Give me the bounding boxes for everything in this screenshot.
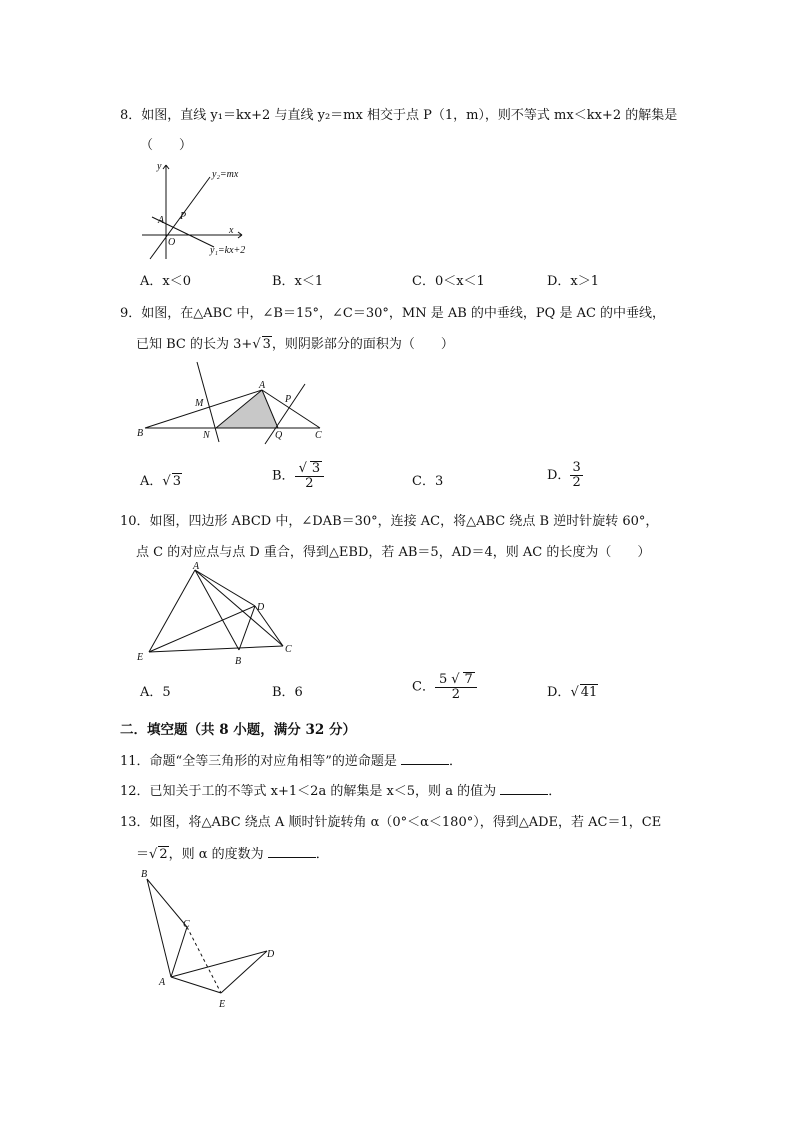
q9-option-d-denominator: 2 <box>572 475 581 490</box>
q9-option-b-denominator: 2 <box>305 476 314 491</box>
q10-stem-line2: 点 C 的对应点与点 D 重合，得到△EBD，若 AB＝5，AD＝4，则 AC 的长度为（ ） <box>136 545 651 560</box>
q9-stem-line2-a: 已知 BC 的长为 3+ <box>136 337 253 352</box>
q8-label-p: P <box>180 211 187 222</box>
q8-label-x: x <box>229 225 234 236</box>
q8-label-a: A <box>158 215 165 226</box>
q10-figure <box>135 560 305 670</box>
q12-text: 12．已知关于工的不等式 x+1＜2a 的解集是 x＜5，则 a 的值为 <box>120 784 497 799</box>
q10-label-a: A <box>193 561 200 572</box>
q9-option-a-radicand: 3 <box>172 474 181 489</box>
q9-label-a: A <box>259 380 266 391</box>
q10-option-c-radicand: 7 <box>464 672 473 687</box>
q10-option-d-radicand: 41 <box>580 685 598 700</box>
q10-option-a: A．5 <box>140 685 171 700</box>
q13-stem-line1: 13．如图，将△ABC 绕点 A 顺时针旋转角 α（0°＜α＜180°），得到△ADE，若 AC＝1，CE <box>120 815 662 830</box>
q10-option-c <box>412 672 477 702</box>
q10-option-c-radical: √ <box>451 672 460 687</box>
q9-label-p: P <box>285 394 292 405</box>
q13-figure <box>135 865 295 1015</box>
q8-option-c: C．0＜x＜1 <box>412 274 485 289</box>
q13-line2-c: ． <box>315 847 329 862</box>
q10-segment-ae <box>149 570 195 652</box>
q9-stem-line1: 9．如图，在△ABC 中，∠B＝15°，∠C＝30°，MN 是 AB 的中垂线，PQ 是 AC 的中垂线， <box>120 306 666 321</box>
q13-radicand: 2 <box>159 847 168 862</box>
q10-label-d: D <box>257 602 265 613</box>
section-2-heading: 二．填空题（共 8 小题，满分 32 分） <box>120 722 356 738</box>
q9-radical-sign: √ <box>252 337 261 352</box>
q10-segment-ec <box>149 646 283 652</box>
q9-option-b-radical: √ <box>298 461 307 476</box>
q13-segment-ae <box>171 977 221 993</box>
q10-option-c-coef: 5 <box>438 672 448 687</box>
q13-line2-b: ，则 α 的度数为 <box>168 847 264 862</box>
q8-label-y: y <box>157 161 162 172</box>
q9-option-d-numerator: 3 <box>572 460 581 475</box>
q9-option-a-radical: √ <box>162 474 171 489</box>
q12-answer-blank[interactable] <box>500 782 548 795</box>
q9-option-a-label: A． <box>140 474 163 489</box>
q9-option-b-fraction <box>295 461 325 491</box>
q9-option-b-label: B． <box>272 468 295 484</box>
q13-segment-ce-dashed <box>187 927 221 993</box>
q11-answer-blank[interactable] <box>401 752 449 765</box>
q10-segment-ac <box>195 570 283 646</box>
q8-figure <box>130 155 270 265</box>
q8-stem-line1: 8．如图，直线 y₁＝kx+2 与直线 y₂＝mx 相交于点 P（1，m），则不等式 mx＜kx+2 的解集是 <box>120 108 678 123</box>
q11-text: 11．命题“全等三角形的对应角相等”的逆命题是 <box>120 754 397 769</box>
q13-segment-ca <box>171 927 187 977</box>
q10-option-c-denominator: 2 <box>451 687 461 702</box>
q10-label-c: C <box>285 644 292 655</box>
q10-label-e: E <box>137 652 144 663</box>
q8-stem-line2: （ ） <box>140 138 193 153</box>
q12-stem <box>120 780 561 799</box>
q10-option-c-label: C． <box>412 679 435 695</box>
q9-label-q: Q <box>275 430 283 441</box>
q9-shaded-region <box>216 390 278 428</box>
q9-option-d-fraction <box>570 461 582 490</box>
q8-label-o: O <box>168 237 176 248</box>
q11-end: ． <box>448 754 462 769</box>
q12-end: ． <box>548 784 562 799</box>
q13-line2-a: ＝ <box>136 847 150 862</box>
q13-label-e: E <box>219 999 226 1010</box>
q13-stem-line2 <box>136 843 329 862</box>
q13-label-c: C <box>183 919 190 930</box>
q9-label-m: M <box>195 398 204 409</box>
q13-answer-blank[interactable] <box>268 845 316 858</box>
q9-option-b <box>272 461 324 491</box>
q9-option-c: C．3 <box>412 474 444 489</box>
q10-option-d-radical: √ <box>570 685 579 700</box>
q10-option-c-fraction <box>435 672 477 702</box>
q13-label-a: A <box>159 977 166 988</box>
q9-stem-line2 <box>136 333 454 352</box>
q13-label-b: B <box>141 869 148 880</box>
q8-label-y1: y₁=kx+2 <box>210 245 246 256</box>
q10-option-b: B．6 <box>272 685 303 700</box>
q10-segment-ab <box>195 570 239 650</box>
q11-stem <box>120 750 462 769</box>
q9-figure <box>135 360 335 445</box>
q9-option-a <box>140 470 182 489</box>
q9-label-c: C <box>315 430 322 441</box>
q10-segment-ad <box>195 570 255 606</box>
q8-option-d: D．x＞1 <box>547 274 600 289</box>
q8-option-a: A．x＜0 <box>140 274 191 289</box>
q10-option-d-label: D． <box>547 685 571 700</box>
q13-label-d: D <box>267 949 275 960</box>
q10-segment-ed <box>149 606 255 652</box>
q13-radical-sign: √ <box>149 847 158 862</box>
q10-stem-line1: 10．如图，四边形 ABCD 中，∠DAB＝30°，连接 AC，将△ABC 绕点 B 逆时针旋转 60°， <box>120 514 659 529</box>
q10-segment-db <box>239 606 255 650</box>
q9-label-b: B <box>137 428 144 439</box>
q10-option-d <box>547 681 598 700</box>
q9-option-d <box>547 461 583 490</box>
q9-option-d-label: D． <box>547 468 571 483</box>
q9-stem-line2-b: ，则阴影部分的面积为（ ） <box>271 337 454 352</box>
q8-label-y2: y₂=mx <box>212 169 239 180</box>
q9-option-b-radicand: 3 <box>311 461 321 476</box>
q10-label-b: B <box>235 656 242 667</box>
q9-label-n: N <box>203 430 210 441</box>
q9-radicand: 3 <box>262 337 271 352</box>
q8-option-b: B．x＜1 <box>272 274 324 289</box>
